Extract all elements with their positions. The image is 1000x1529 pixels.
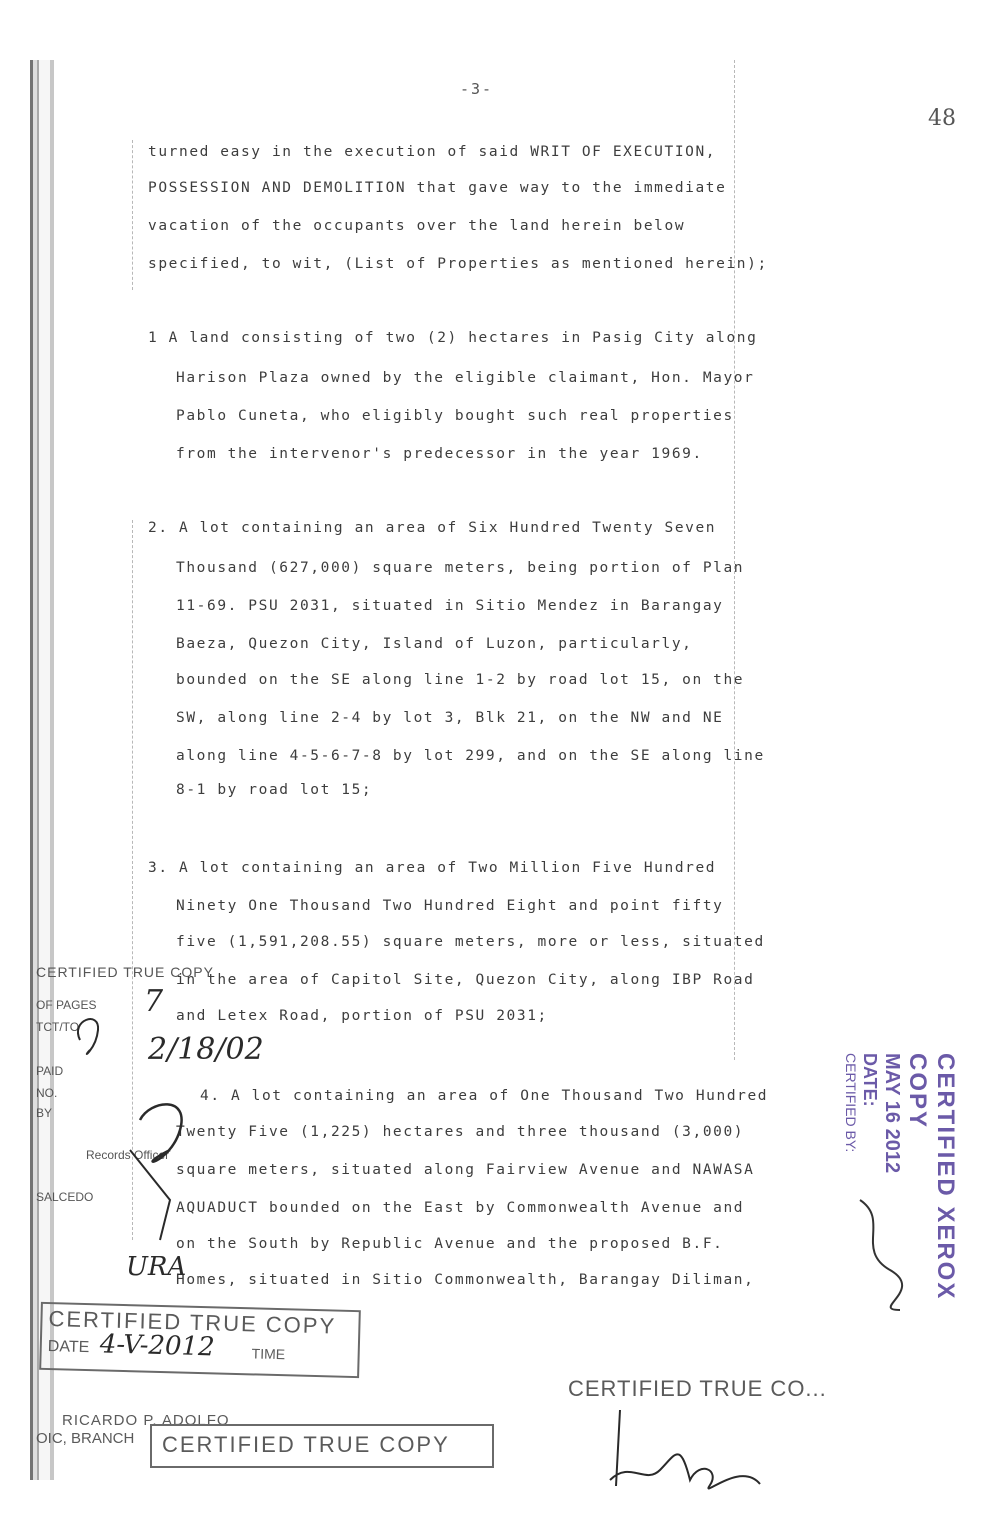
body-line: in the area of Capitol Site, Quezon City, along IBP Road bbox=[176, 972, 755, 988]
body-line: POSSESSION AND DEMOLITION that gave way to the immediate bbox=[148, 180, 727, 196]
left-stamp-field: TCT/TO bbox=[36, 1020, 80, 1034]
body-line: from the intervenor's predecessor in the year 1969. bbox=[176, 446, 703, 462]
right-stamp-title: CERTIFIED XEROX COPY bbox=[904, 1053, 959, 1301]
body-line: Pablo Cuneta, who eligibly bought such real properties bbox=[176, 408, 734, 424]
body-line: five (1,591,208.55) square meters, more or less, situated bbox=[176, 934, 765, 950]
right-stamp bbox=[843, 1040, 959, 1330]
left-stamp-title: CERTIFIED TRUE COPY bbox=[36, 964, 214, 980]
left-stamp-field: BY bbox=[36, 1106, 53, 1120]
right-signature-icon bbox=[850, 1190, 910, 1320]
bottom-stamp-2-title: CERTIFIED TRUE COPY bbox=[162, 1432, 450, 1457]
body-line: 1 A land consisting of two (2) hectares in Pasig City along bbox=[148, 330, 758, 346]
body-line: AQUADUCT bounded on the East by Commonwealth Avenue and bbox=[176, 1200, 745, 1216]
handwritten-date: 2/18/02 bbox=[148, 1032, 264, 1067]
bottom-stamp-1-title: CERTIFIED TRUE COPY bbox=[48, 1306, 337, 1339]
body-line: 4. A lot containing an area of One Thousand Two Hundred bbox=[200, 1088, 769, 1104]
corner-page-number: 48 bbox=[928, 106, 956, 131]
body-line: Homes, situated in Sitio Commonwealth, Barangay Diliman, bbox=[176, 1272, 755, 1288]
bottom-stamp-1-time-label: TIME bbox=[251, 1345, 286, 1363]
body-line: SW, along line 2-4 by lot 3, Blk 21, on the NW and NE bbox=[176, 710, 724, 726]
body-line: 11-69. PSU 2031, situated in Sitio Mendez in Barangay bbox=[176, 598, 724, 614]
handwritten-initials: URA bbox=[126, 1252, 187, 1282]
bottom-stamp-1 bbox=[39, 1302, 361, 1378]
body-line: on the South by Republic Avenue and the proposed B.F. bbox=[176, 1236, 724, 1252]
scan-binding-edge bbox=[30, 60, 54, 1480]
margin-line bbox=[132, 140, 133, 290]
body-line: bounded on the SE along line 1-2 by road lot 15, on the bbox=[176, 672, 745, 688]
left-stamp-field: SALCEDO bbox=[36, 1190, 94, 1204]
handwritten-number: 7 bbox=[144, 984, 164, 1019]
page-number: -3- bbox=[460, 80, 494, 98]
body-line: turned easy in the execution of said WRIT OF EXECUTION, bbox=[148, 144, 717, 160]
body-line: 3. A lot containing an area of Two Million Five Hundred bbox=[148, 860, 717, 876]
bottom-right-signature-icon bbox=[590, 1400, 770, 1500]
body-line: 2. A lot containing an area of Six Hundred Twenty Seven bbox=[148, 520, 717, 536]
body-line: Twenty Five (1,225) hectares and three thousand (3,000) bbox=[176, 1124, 745, 1140]
body-line: Thousand (627,000) square meters, being portion of Plan bbox=[176, 560, 745, 576]
right-stamp-certified-by: CERTIFIED BY: bbox=[843, 1053, 859, 1153]
bottom-stamp-2-role: OIC, BRANCH bbox=[36, 1430, 135, 1447]
bottom-stamp-2-officer: RICARDO P. ADOLFO bbox=[62, 1412, 230, 1429]
body-line: Baeza, Quezon City, Island of Luzon, particularly, bbox=[176, 636, 693, 652]
bottom-stamp-1-date-label: DATE bbox=[47, 1338, 90, 1357]
body-line: Harison Plaza owned by the eligible claimant, Hon. Mayor bbox=[176, 370, 755, 386]
bottom-stamp-1-date: 4-V-2012 bbox=[99, 1329, 215, 1363]
body-line: Ninety One Thousand Two Hundred Eight and point fifty bbox=[176, 898, 724, 914]
left-stamp-field: Records Officer bbox=[86, 1148, 170, 1162]
body-line: vacation of the occupants over the land herein below bbox=[148, 218, 686, 234]
left-stamp-field: PAID bbox=[36, 1064, 64, 1078]
bottom-right-label: CERTIFIED TRUE CO... bbox=[568, 1376, 827, 1401]
right-stamp-date-label: DATE: bbox=[860, 1053, 880, 1107]
body-line: along line 4-5-6-7-8 by lot 299, and on the SE along line bbox=[176, 748, 765, 764]
bottom-stamp-2-box bbox=[150, 1424, 494, 1468]
body-line: square meters, situated along Fairview Avenue and NAWASA bbox=[176, 1162, 755, 1178]
handwritten-signature-icon bbox=[60, 1000, 200, 1280]
right-stamp-date: MAY 16 2012 bbox=[881, 1053, 903, 1174]
left-stamp-field: OF PAGES bbox=[36, 998, 97, 1012]
body-line: 8-1 by road lot 15; bbox=[176, 782, 373, 798]
body-line: and Letex Road, portion of PSU 2031; bbox=[176, 1008, 548, 1024]
left-stamp-field: NO. bbox=[36, 1086, 58, 1100]
body-line: specified, to wit, (List of Properties as mentioned herein); bbox=[148, 256, 768, 272]
